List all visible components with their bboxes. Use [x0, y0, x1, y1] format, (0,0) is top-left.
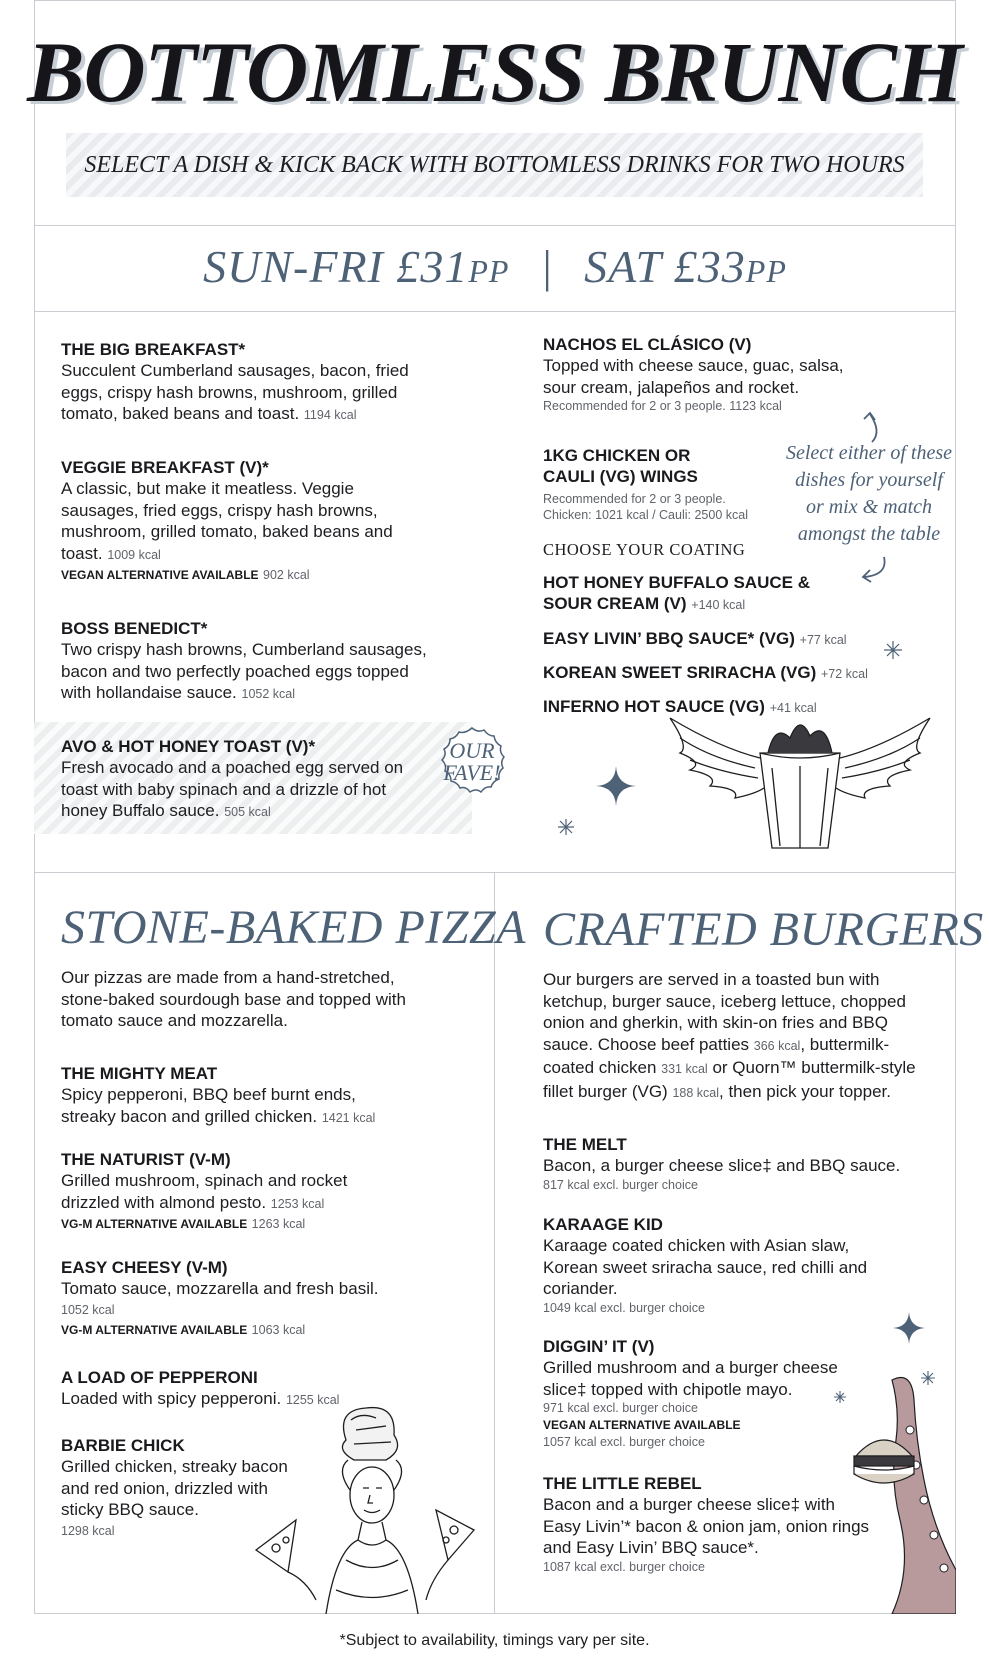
burger-diggin-it	[543, 1336, 863, 1450]
coating-bbq	[543, 628, 847, 651]
availability-footnote: *Subject to availability, timings vary per site.	[339, 1632, 650, 1649]
price-sat-pp: PP	[745, 253, 787, 289]
pizza-mighty-meat	[61, 1063, 401, 1129]
tentacle-burger-icon	[852, 1370, 956, 1614]
item-alt-kcal: 902 kcal	[263, 568, 310, 582]
item-desc: Succulent Cumberland sausages, bacon, fried eggs, crispy hash browns, mushroom, grilled tomato, baked beans and toast.	[61, 361, 409, 423]
coating-name: INFERNO HOT SAUCE (VG)	[543, 697, 765, 716]
item-name: BARBIE CHICK	[61, 1436, 185, 1455]
winged-wings-bucket-icon	[660, 708, 940, 858]
menu-item-boss-benedict	[61, 618, 436, 706]
item-desc: Bacon and a burger cheese slice‡ with Easy Livin’* bacon & onion jam, onion rings and Easy Livin’ BBQ sauce*.	[543, 1495, 870, 1557]
item-name: BOSS BENEDICT*	[61, 619, 208, 638]
item-alt: VEGAN ALTERNATIVE AVAILABLE	[61, 568, 259, 582]
item-name: NACHOS EL CLÁSICO (V)	[543, 335, 752, 354]
badge-line1: OUR	[449, 738, 495, 763]
sparkle-icon	[893, 1312, 925, 1344]
sparkle-icon	[557, 818, 575, 836]
burger-karaage-kid	[543, 1214, 883, 1316]
coating-name: HOT HONEY BUFFALO SAUCE &	[543, 573, 810, 592]
item-desc: A classic, but make it meatless. Veggie sausages, fried eggs, crispy hash browns, mushroom, grilled tomato, baked beans and toast.	[61, 479, 393, 563]
rule-price	[34, 311, 956, 312]
item-name: VEGGIE BREAKFAST (V)*	[61, 458, 269, 477]
item-desc: Grilled chicken, streaky bacon and red onion, drizzled with sticky BBQ sauce.	[61, 1457, 288, 1519]
note-line2: dishes for yourself	[795, 469, 943, 491]
item-name: THE LITTLE REBEL	[543, 1474, 702, 1493]
item-kcal: 1052 kcal	[241, 687, 296, 701]
item-sub2: Chicken: 1021 kcal / Cauli: 2500 kcal	[543, 508, 748, 522]
intro-part-a: Our burgers are served in a toasted bun with ketchup, burger sauce, iceberg lettuce, chopped onion and gherkin, with skin-on fries and BBQ sauce. Choose beef patties	[543, 970, 906, 1054]
item-desc: Loaded with spicy pepperoni.	[61, 1389, 282, 1408]
intro-part-d: , then pick your topper.	[719, 1081, 891, 1101]
item-kcal: 1421 kcal	[321, 1110, 376, 1125]
tagline: SELECT A DISH & KICK BACK WITH BOTTOMLESS DRINKS FOR TWO HOURS	[66, 133, 923, 197]
item-desc: Bacon, a burger cheese slice‡ and BBQ sauce.	[543, 1156, 901, 1175]
price-separator: |	[539, 241, 554, 292]
rule-header	[34, 225, 956, 226]
note-line3: or mix & match	[805, 496, 933, 518]
coating-kcal: +41 kcal	[769, 701, 817, 715]
item-alt-kcal: 1063 kcal	[251, 1322, 306, 1337]
coating-kcal: +140 kcal	[691, 598, 746, 612]
item-sub1: Recommended for 2 or 3 people.	[543, 492, 726, 506]
curved-arrow-down-icon	[858, 555, 892, 585]
item-sub: 971 kcal excl. burger choice	[543, 1401, 698, 1415]
price-sunfri-pp: PP	[468, 253, 510, 289]
menu-item-avo-toast	[61, 736, 421, 824]
item-name: DIGGIN’ IT (V)	[543, 1337, 655, 1356]
pizza-naturist	[61, 1149, 391, 1233]
item-desc: Spicy pepperoni, BBQ beef burnt ends, streaky bacon and grilled chicken.	[61, 1085, 356, 1126]
item-name-line1: 1KG CHICKEN OR	[543, 446, 691, 465]
item-sub: 1049 kcal excl. burger choice	[543, 1300, 705, 1315]
sparkle-icon	[883, 640, 903, 660]
coating-label: CHOOSE YOUR COATING	[543, 540, 746, 559]
item-desc: Two crispy hash browns, Cumberland sausages, bacon and two perfectly poached eggs topped with hollandaise sauce.	[61, 640, 427, 702]
item-alt-kcal: 1263 kcal	[251, 1217, 306, 1231]
menu-title: BOTTOMLESS BRUNCH	[27, 24, 962, 120]
item-sub: 817 kcal excl. burger choice	[543, 1177, 698, 1192]
curved-arrow-up-icon	[860, 410, 890, 444]
item-alt-sub: 1057 kcal excl. burger choice	[543, 1435, 705, 1449]
item-alt: VG-M ALTERNATIVE AVAILABLE	[61, 1217, 248, 1231]
item-desc: Tomato sauce, mozzarella and fresh basil.	[61, 1279, 379, 1298]
burger-little-rebel	[543, 1473, 873, 1575]
item-desc: Grilled mushroom and a burger cheese slice‡ topped with chipotle mayo.	[543, 1358, 838, 1399]
item-kcal: 505 kcal	[224, 805, 271, 819]
rule-columns	[494, 872, 495, 1614]
item-desc: Topped with cheese sauce, guac, salsa, sour cream, jalapeños and rocket.	[543, 356, 844, 397]
item-alt: VEGAN ALTERNATIVE AVAILABLE	[543, 1418, 741, 1432]
price-line	[34, 240, 956, 293]
note-line4: amongst the table	[797, 523, 941, 545]
pizza-intro: Our pizzas are made from a hand-stretched, stone-baked sourdough base and topped with tomato sauce and mozzarella.	[61, 968, 406, 1030]
item-sub: Recommended for 2 or 3 people. 1123 kcal	[543, 399, 782, 413]
item-name: A LOAD OF PEPPERONI	[61, 1368, 258, 1387]
sparkle-icon	[833, 1390, 847, 1404]
item-kcal: 1052 kcal	[61, 1302, 115, 1317]
item-kcal: 1253 kcal	[270, 1196, 325, 1211]
coating-name: EASY LIVIN’ BBQ SAUCE* (VG)	[543, 629, 795, 648]
coating-kcal: +72 kcal	[821, 667, 868, 681]
item-sub: 1087 kcal excl. burger choice	[543, 1559, 705, 1574]
intro-kcal-chicken: 331 kcal	[661, 1062, 708, 1076]
menu-item-big-breakfast	[61, 339, 441, 427]
burgers-intro	[543, 969, 933, 1104]
menu-item-wings	[543, 445, 793, 523]
intro-kcal-quorn: 188 kcal	[672, 1085, 719, 1100]
intro-kcal-beef: 366 kcal	[753, 1038, 801, 1053]
burgers-section-title: CRAFTED BURGERS	[543, 903, 984, 956]
item-kcal: 1194 kcal	[303, 408, 357, 422]
coating-kcal: +77 kcal	[799, 633, 847, 647]
menu-item-nachos	[543, 334, 873, 414]
item-kcal: 1298 kcal	[61, 1523, 115, 1538]
intro-part-b: , buttermilk-coated chicken	[543, 1034, 890, 1077]
rule-mid	[34, 872, 956, 873]
our-fave-badge	[432, 724, 512, 804]
item-name: AVO & HOT HONEY TOAST (V)*	[61, 737, 316, 756]
mix-match-note	[784, 440, 954, 548]
intro-part-c: or Quorn™ buttermilk-style fillet burger (VG)	[543, 1058, 916, 1101]
item-name: THE BIG BREAKFAST*	[61, 340, 246, 359]
coating-name: KOREAN SWEET SRIRACHA (VG)	[543, 663, 817, 682]
item-desc: Karaage coated chicken with Asian slaw, Korean sweet sriracha sauce, red chilli and coriander.	[543, 1236, 868, 1298]
item-name: EASY CHEESY (V-M)	[61, 1258, 228, 1277]
item-alt: VG-M ALTERNATIVE AVAILABLE	[61, 1322, 248, 1337]
badge-line2: FAVE!	[443, 760, 501, 785]
price-sat: SAT £33	[584, 241, 746, 292]
pizza-lady-illustration-icon	[236, 1400, 494, 1614]
item-kcal: 1009 kcal	[107, 547, 161, 562]
item-name-line2: CAULI (VG) WINGS	[543, 467, 698, 486]
note-line1: Select either of these	[785, 442, 953, 464]
pizza-easy-cheesy	[61, 1257, 441, 1339]
item-name: THE MELT	[543, 1135, 627, 1154]
item-name: THE NATURIST (V-M)	[61, 1150, 231, 1169]
sparkle-icon	[596, 766, 636, 806]
item-kcal: 1255 kcal	[285, 1393, 340, 1407]
coating-name2: SOUR CREAM (V)	[543, 594, 687, 613]
burger-the-melt	[543, 1134, 943, 1193]
item-name: THE MIGHTY MEAT	[61, 1064, 218, 1083]
price-sunfri: SUN-FRI £31	[203, 241, 469, 292]
coating-buffalo	[543, 572, 813, 616]
menu-item-veggie-breakfast	[61, 457, 411, 584]
item-desc: Fresh avocado and a poached egg served on toast with baby spinach and a drizzle of hot honey Buffalo sauce.	[61, 758, 404, 820]
item-desc: Grilled mushroom, spinach and rocket drizzled with almond pesto.	[61, 1171, 348, 1212]
item-name: KARAAGE KID	[543, 1215, 663, 1234]
pizza-section-title: STONE-BAKED PIZZA	[61, 901, 526, 954]
coating-sriracha	[543, 662, 868, 685]
